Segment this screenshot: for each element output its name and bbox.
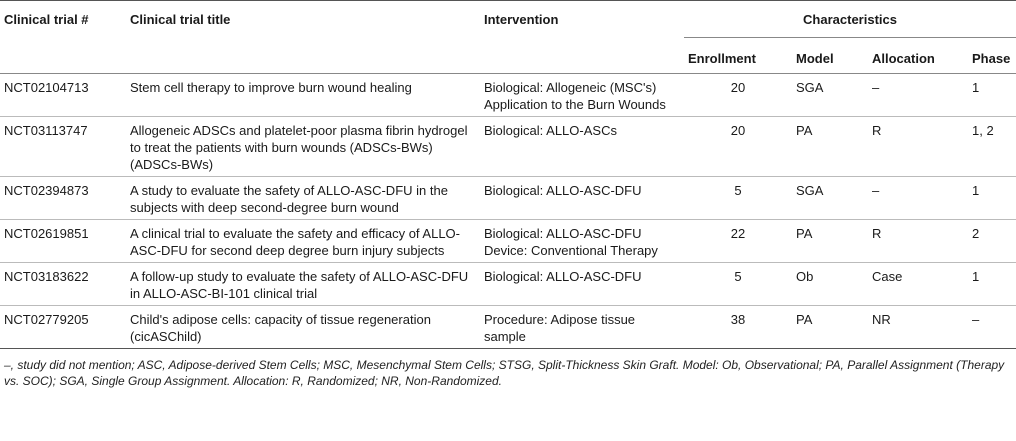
trial-intervention: Procedure: Adipose tissue sample [480,306,684,349]
trial-id: NCT02619851 [0,220,126,263]
trial-enrollment: 5 [684,177,792,220]
trial-allocation: R [868,220,968,263]
trial-phase: 1 [968,177,1016,220]
trial-enrollment: 22 [684,220,792,263]
trial-id: NCT03113747 [0,117,126,177]
trial-phase: 1 [968,263,1016,306]
trial-allocation: NR [868,306,968,349]
table-row [0,220,1016,263]
trial-enrollment: 5 [684,263,792,306]
table-row [0,177,1016,220]
table-row [0,117,1016,177]
trial-model: PA [792,117,868,177]
trial-allocation: – [868,74,968,117]
trial-intervention: Biological: ALLO-ASC-DFU [480,177,684,220]
trial-enrollment: 38 [684,306,792,349]
trial-title: Stem cell therapy to improve burn wound healing [126,74,480,117]
trial-model: Ob [792,263,868,306]
trial-allocation: R [868,117,968,177]
trial-title: Child's adipose cells: capacity of tissue regeneration (cicASChild) [126,306,480,349]
header-allocation: Allocation [872,51,935,66]
trial-allocation: – [868,177,968,220]
table-row [0,74,1016,117]
trial-intervention: Biological: Allogeneic (MSC's) Application to the Burn Wounds [480,74,684,117]
trial-title: Allogeneic ADSCs and platelet-poor plasma fibrin hydrogel to treat the patients with burn wounds (ADSCs-BWs) (ADSCs-BWs) [126,117,480,177]
trial-id: NCT02104713 [0,74,126,117]
table-row [0,306,1016,349]
header-trial-number: Clinical trial # [0,1,126,74]
trial-intervention: Biological: ALLO-ASCs [480,117,684,177]
trial-model: PA [792,220,868,263]
header-phase: Phase [972,51,1011,66]
header-characteristics: Characteristics [684,1,1016,38]
trial-enrollment: 20 [684,117,792,177]
trial-id: NCT02394873 [0,177,126,220]
header-intervention: Intervention [480,1,684,74]
trial-enrollment: 20 [684,74,792,117]
trial-title: A clinical trial to evaluate the safety and efficacy of ALLO-ASC-DFU for second deep degree burn injury subjects [126,220,480,263]
trial-phase: 2 [968,220,1016,263]
trial-intervention: Biological: ALLO-ASC-DFU [480,263,684,306]
trial-phase: – [968,306,1016,349]
table-row [0,263,1016,306]
table-footnote: –, study did not mention; ASC, Adipose-derived Stem Cells; MSC, Mesenchymal Stem Cells; STSG, Split-Thickness Skin Graft. Model: Ob, Observational; PA, Parallel Assignment (Therapy vs. SOC); SGA, Single Group Assignment. Allocation: R, Randomized; NR, Non-Randomized. [4,358,1005,388]
trial-title: A follow-up study to evaluate the safety of ALLO-ASC-DFU in ALLO-ASC-BI-101 clinical trial [126,263,480,306]
trial-phase: 1 [968,74,1016,117]
trial-model: SGA [792,177,868,220]
header-enrollment: Enrollment [688,51,756,66]
trial-id: NCT02779205 [0,306,126,349]
trial-model: PA [792,306,868,349]
trial-id: NCT03183622 [0,263,126,306]
header-trial-title: Clinical trial title [126,1,480,74]
trial-intervention: Biological: ALLO-ASC-DFU Device: Conventional Therapy [480,220,684,263]
header-model: Model [796,51,834,66]
trial-model: SGA [792,74,868,117]
trial-allocation: Case [868,263,968,306]
trial-phase: 1, 2 [968,117,1016,177]
trial-title: A study to evaluate the safety of ALLO-ASC-DFU in the subjects with deep second-degree burn wound [126,177,480,220]
